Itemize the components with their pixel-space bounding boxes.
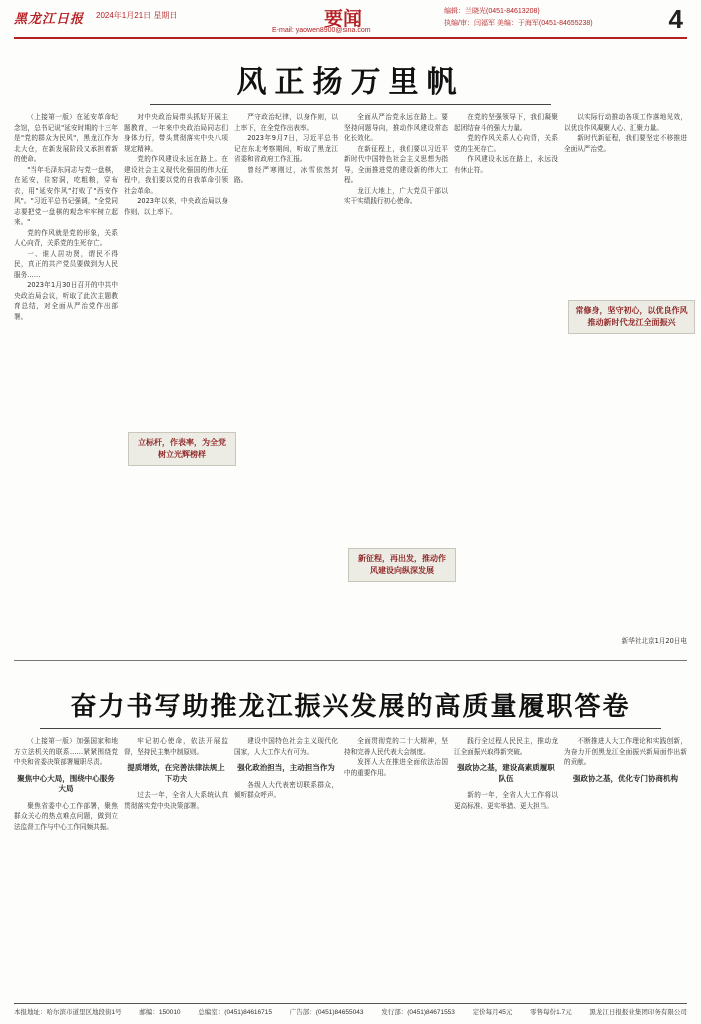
footer-price: 定价每月45元 — [472, 1009, 513, 1016]
footer-retail: 零售每份1.7元 — [530, 1009, 572, 1016]
subheading: 强政协之基，建设高素质履职队伍 — [457, 763, 555, 783]
paragraph: 2023年9月7日，习近平总书记在东北考察期间，听取了黑龙江省委和省政府工作汇报。 — [234, 134, 338, 163]
byline — [564, 636, 687, 650]
paragraph: 党的作风建设永远在路上。在建设社会主义现代化强国的伟大征程中，我们要以党的自我革命引领社会革命。 — [124, 155, 228, 195]
footer-printer: 黑龙江日报报业集团印务有限公司 — [589, 1009, 687, 1016]
paragraph: 2023年以来，中央政治局以身作则、以上率下。 — [124, 197, 228, 216]
footer-rule — [14, 1003, 687, 1004]
paragraph: 严守政治纪律，以身作则，以上率下，在全党作出表率。 — [234, 113, 338, 132]
paragraph: 党的作风就是党的形象，关系人心向背，关系党的生死存亡。 — [14, 228, 118, 247]
footer-ads: 广告部：(0451)84655043 — [289, 1009, 364, 1016]
paragraph: 聚焦省委中心工作部署，聚焦群众关心的热点难点问题，做到立法监督工作与中心工作同频共振。 — [14, 801, 118, 831]
article2-column-3 — [234, 736, 338, 998]
headline-rule — [40, 728, 661, 729]
masthead — [14, 4, 687, 36]
article2-column-1 — [14, 736, 118, 998]
paragraph: 龙江大地上，广大党员干部以实干实绩践行初心使命。 — [344, 186, 448, 205]
issue-date: 2024年1月21日 星期日 — [96, 11, 178, 20]
paragraph: 过去一年，全省人大系统认真贯彻落实党中央决策部署。 — [124, 791, 228, 810]
pull-quote-1: 立标杆，作表率，为全党树立光辉榜样 — [128, 432, 236, 466]
paragraph: 新的一年，全省人大工作将以更高标准、更实举措、更大担当。 — [454, 791, 558, 810]
article2-column-5 — [454, 736, 558, 998]
footer — [14, 1007, 687, 1016]
footer-address: 本报地址：哈尔滨市道里区地段街1号 — [14, 1009, 122, 1016]
paragraph: 一、谁人居功贤，谓民不得民，真正的共产党员要做到为人民服务…… — [14, 249, 118, 279]
article1-column-5 — [454, 112, 558, 652]
section-title: 要闻 — [324, 9, 363, 30]
paragraph: 发挥人大在推进全面依法治国中的重要作用。 — [344, 758, 448, 777]
masthead-rule — [14, 37, 687, 39]
pull-quote-3: 常修身，坚守初心，以优良作风推动新时代龙江全面振兴 — [568, 300, 695, 334]
article1-headline: 风正扬万里帆 — [236, 66, 465, 99]
paragraph: 对中央政治局带头抓好开展主题教育，一年来中央政治局同志们身体力行，带头贯彻落实中央八项规定精神。 — [124, 113, 228, 153]
paragraph: 2023年1月30日召开的中共中央政治局会议，听取了此次主题教育总结，对全面从严治党作出部署。 — [14, 281, 118, 321]
editor-credits — [444, 6, 593, 30]
headline-rule — [150, 104, 551, 105]
page-number: 4 — [668, 4, 683, 34]
subheading: 聚焦中心大局，围绕中心服务大局 — [17, 773, 115, 793]
paragraph: 在党的坚强领导下，我们凝聚起团结奋斗的强大力量。 — [454, 113, 558, 132]
article2-headline: 奋力书写助推龙江振兴发展的高质量履职答卷 — [70, 692, 631, 721]
subheading: 提质增效，在完善法律法规上下功夫 — [127, 763, 225, 783]
paragraph: 不断推进人大工作理论和实践创新，为奋力开创黑龙江全面振兴新局面作出新的贡献。 — [564, 737, 687, 766]
paragraph: 以实际行动推动各项工作落地见效，以优良作风凝聚人心、汇聚力量。 — [564, 113, 687, 132]
paragraph: 在新征程上，我们要以习近平新时代中国特色社会主义思想为指导，全面推进党的建设新的伟大工程。 — [344, 144, 448, 184]
paragraph: 全面从严治党永远在路上。要坚持问题导向，推动作风建设常态化长效化。 — [344, 113, 448, 142]
paragraph: 曾经严寒刚过，冰雪依然封路。 — [234, 165, 338, 184]
paper-logo: 黑龙江日报 — [14, 12, 85, 27]
paragraph: 践行全过程人民民主，推动龙江全面振兴取得新突破。 — [454, 737, 558, 756]
paragraph: 党的作风关系人心向背，关系党的生死存亡。 — [454, 134, 558, 153]
section-email: E-mail: yaowen8900@sina.com — [272, 27, 371, 34]
editor-line-1: 编辑：兰晓光(0451-84613208) — [444, 8, 540, 15]
article1-column-1 — [14, 112, 118, 652]
footer-hotline: 总编室：(0451)84616715 — [198, 1009, 273, 1016]
paragraph: 全面贯彻党的二十大精神，坚持和完善人民代表大会制度。 — [344, 737, 448, 756]
paragraph: 各级人大代表密切联系群众，倾听群众呼声。 — [234, 780, 338, 799]
footer-postcode: 邮编：150010 — [139, 1009, 181, 1016]
section-divider — [14, 660, 687, 661]
paragraph: "当年毛泽东同志与党一盘棋，在延安，住窑洞，吃粗粮，穿布衣，用"延安作风"打败了"西安作风"。"习近平总书记强调，"全党同志要把党一盘棋的观念牢牢树立起来。" — [14, 165, 118, 226]
subheading: 强化政治担当，主动担当作为 — [237, 763, 335, 772]
paragraph: 牢记初心使命，依法开展监督，坚持民主集中制原则。 — [124, 737, 228, 756]
article1-column-2 — [124, 112, 228, 652]
article2-column-4 — [344, 736, 448, 998]
paragraph: 建设中国特色社会主义现代化国家，人大工作大有可为。 — [234, 737, 338, 756]
article1-column-3 — [234, 112, 338, 652]
paragraph: 新时代新征程，我们要坚定不移推进全面从严治党。 — [564, 134, 687, 153]
paragraph: （上接第一版）加强国家和地方立法机关的联系……紧紧围绕党中央和省委决策部署履职尽责。 — [14, 737, 118, 766]
subheading: 强政协之基，优化专门协商机构 — [573, 773, 678, 783]
paragraph: 作风建设永远在路上，永远没有休止符。 — [454, 155, 558, 174]
article1-column-6 — [564, 112, 687, 652]
article2-column-6 — [564, 736, 687, 998]
pull-quote-2: 新征程，再出发，推动作风建设向纵深发展 — [348, 548, 456, 582]
byline-text: 新华社北京1月20日电 — [621, 637, 687, 645]
article2-column-2 — [124, 736, 228, 998]
footer-issue: 发行部：(0451)84671553 — [381, 1009, 455, 1016]
paragraph: （上接第一版）在延安革命纪念馆，总书记说"延安时期的十三年是"党的群众为民风"，黑龙江作为北大仓，在新发展阶段又承担着新的使命。 — [14, 113, 118, 163]
editor-line-2: 执编/审：闫福军 美编：于海军(0451-84655238) — [444, 20, 593, 27]
